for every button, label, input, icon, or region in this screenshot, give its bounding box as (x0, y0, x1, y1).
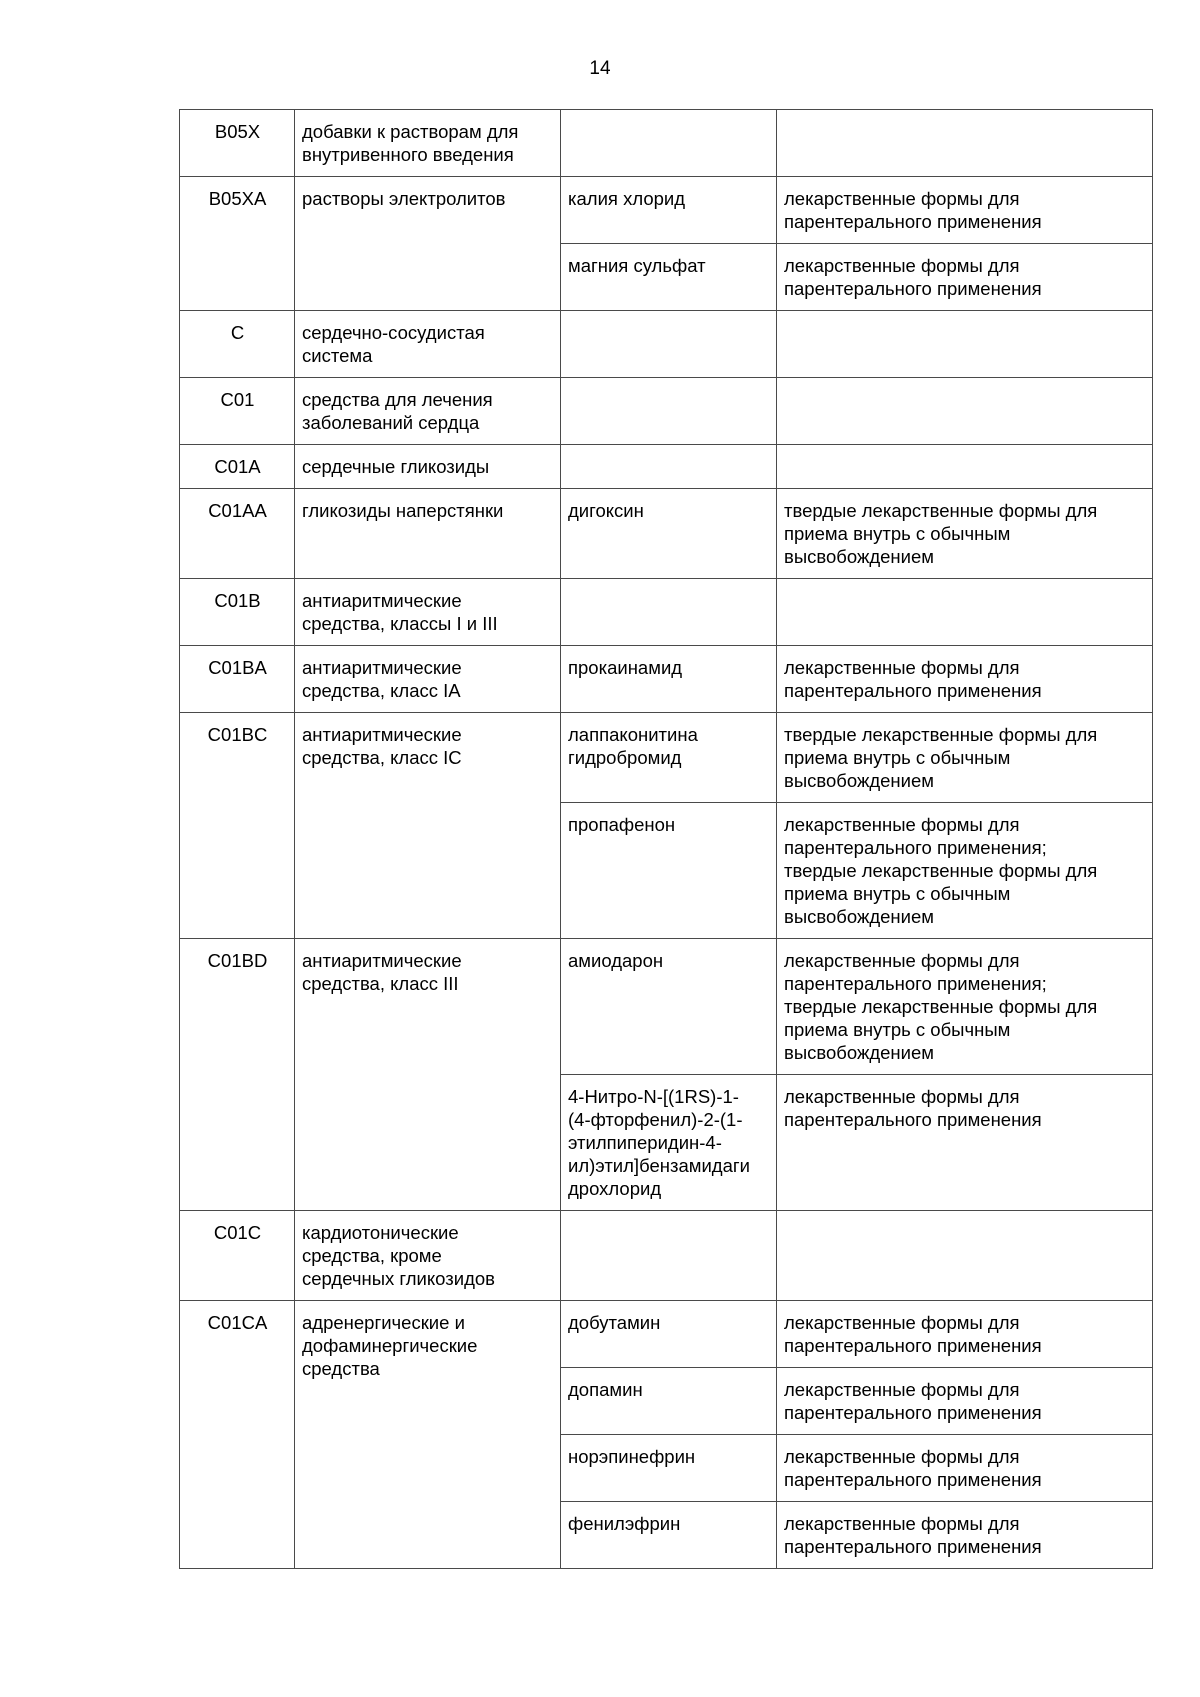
drug-name-cell: амиодарон (561, 939, 777, 1075)
drug-name-cell: 4-Нитро-N-[(1RS)-1- (4-фторфенил)-2-(1- этилпиперидин-4- ил)этил]бензамидаги дрохлорид (561, 1075, 777, 1211)
dosage-form-cell: лекарственные формы для парентерального применения (777, 1301, 1153, 1368)
atc-code-cell: C01BD (180, 939, 295, 1211)
dosage-form-cell (777, 445, 1153, 489)
drug-name-cell: калия хлорид (561, 177, 777, 244)
atc-table-body (180, 110, 1153, 1569)
dosage-form-cell (777, 110, 1153, 177)
atc-code-cell: C01C (180, 1211, 295, 1301)
atc-code-cell: C01 (180, 378, 295, 445)
dosage-form-cell: лекарственные формы для парентерального применения (777, 244, 1153, 311)
dosage-form-cell: лекарственные формы для парентерального применения (777, 1435, 1153, 1502)
atc-code-cell: C01BC (180, 713, 295, 939)
drug-name-cell: допамин (561, 1368, 777, 1435)
table-row (180, 110, 1153, 177)
table-row (180, 311, 1153, 378)
drug-name-cell: добутамин (561, 1301, 777, 1368)
anatomical-therapeutic-group-cell: гликозиды наперстянки (295, 489, 561, 579)
dosage-form-cell: лекарственные формы для парентерального применения (777, 177, 1153, 244)
anatomical-therapeutic-group-cell: антиаритмические средства, классы I и III (295, 579, 561, 646)
atc-code-cell: C01B (180, 579, 295, 646)
dosage-form-cell: твердые лекарственные формы для приема внутрь с обычным высвобождением (777, 489, 1153, 579)
anatomical-therapeutic-group-cell: средства для лечения заболеваний сердца (295, 378, 561, 445)
drug-name-cell (561, 110, 777, 177)
anatomical-therapeutic-group-cell: адренергические и дофаминергические средства (295, 1301, 561, 1569)
anatomical-therapeutic-group-cell: кардиотонические средства, кроме сердечных гликозидов (295, 1211, 561, 1301)
table-row (180, 579, 1153, 646)
atc-code-cell: C (180, 311, 295, 378)
anatomical-therapeutic-group-cell: антиаритмические средства, класс IA (295, 646, 561, 713)
drug-name-cell: магния сульфат (561, 244, 777, 311)
table-row (180, 1301, 1153, 1368)
dosage-form-cell: лекарственные формы для парентерального применения (777, 1075, 1153, 1211)
anatomical-therapeutic-group-cell: растворы электролитов (295, 177, 561, 311)
table-row (180, 489, 1153, 579)
table-row (180, 1211, 1153, 1301)
atc-code-cell: C01AA (180, 489, 295, 579)
drug-name-cell: лаппаконитина гидробромид (561, 713, 777, 803)
anatomical-therapeutic-group-cell: антиаритмические средства, класс III (295, 939, 561, 1211)
table-row (180, 646, 1153, 713)
drug-name-cell: фенилэфрин (561, 1502, 777, 1569)
table-row (180, 939, 1153, 1075)
anatomical-therapeutic-group-cell: антиаритмические средства, класс IC (295, 713, 561, 939)
dosage-form-cell: твердые лекарственные формы для приема внутрь с обычным высвобождением (777, 713, 1153, 803)
anatomical-therapeutic-group-cell: добавки к растворам для внутривенного введения (295, 110, 561, 177)
atc-code-cell: C01CA (180, 1301, 295, 1569)
drug-name-cell: дигоксин (561, 489, 777, 579)
atc-code-cell: B05X (180, 110, 295, 177)
drug-name-cell: прокаинамид (561, 646, 777, 713)
anatomical-therapeutic-group-cell: сердечно-сосудистая система (295, 311, 561, 378)
dosage-form-cell (777, 378, 1153, 445)
atc-code-cell: B05XA (180, 177, 295, 311)
drug-name-cell (561, 579, 777, 646)
page-number: 14 (589, 58, 611, 79)
atc-drug-table (179, 109, 1153, 1569)
dosage-form-cell (777, 579, 1153, 646)
dosage-form-cell: лекарственные формы для парентерального применения (777, 1502, 1153, 1569)
dosage-form-cell: лекарственные формы для парентерального применения (777, 646, 1153, 713)
anatomical-therapeutic-group-cell: сердечные гликозиды (295, 445, 561, 489)
dosage-form-cell: лекарственные формы для парентерального применения (777, 1368, 1153, 1435)
atc-code-cell: C01BA (180, 646, 295, 713)
drug-name-cell: пропафенон (561, 803, 777, 939)
table-row (180, 445, 1153, 489)
table-row (180, 177, 1153, 244)
dosage-form-cell: лекарственные формы для парентерального применения; твердые лекарственные формы для приема внутрь с обычным высвобождением (777, 803, 1153, 939)
drug-name-cell (561, 445, 777, 489)
dosage-form-cell (777, 311, 1153, 378)
dosage-form-cell (777, 1211, 1153, 1301)
table-row (180, 378, 1153, 445)
atc-code-cell: C01A (180, 445, 295, 489)
table-row (180, 713, 1153, 803)
drug-name-cell (561, 311, 777, 378)
drug-name-cell: норэпинефрин (561, 1435, 777, 1502)
drug-name-cell (561, 1211, 777, 1301)
drug-name-cell (561, 378, 777, 445)
dosage-form-cell: лекарственные формы для парентерального применения; твердые лекарственные формы для приема внутрь с обычным высвобождением (777, 939, 1153, 1075)
